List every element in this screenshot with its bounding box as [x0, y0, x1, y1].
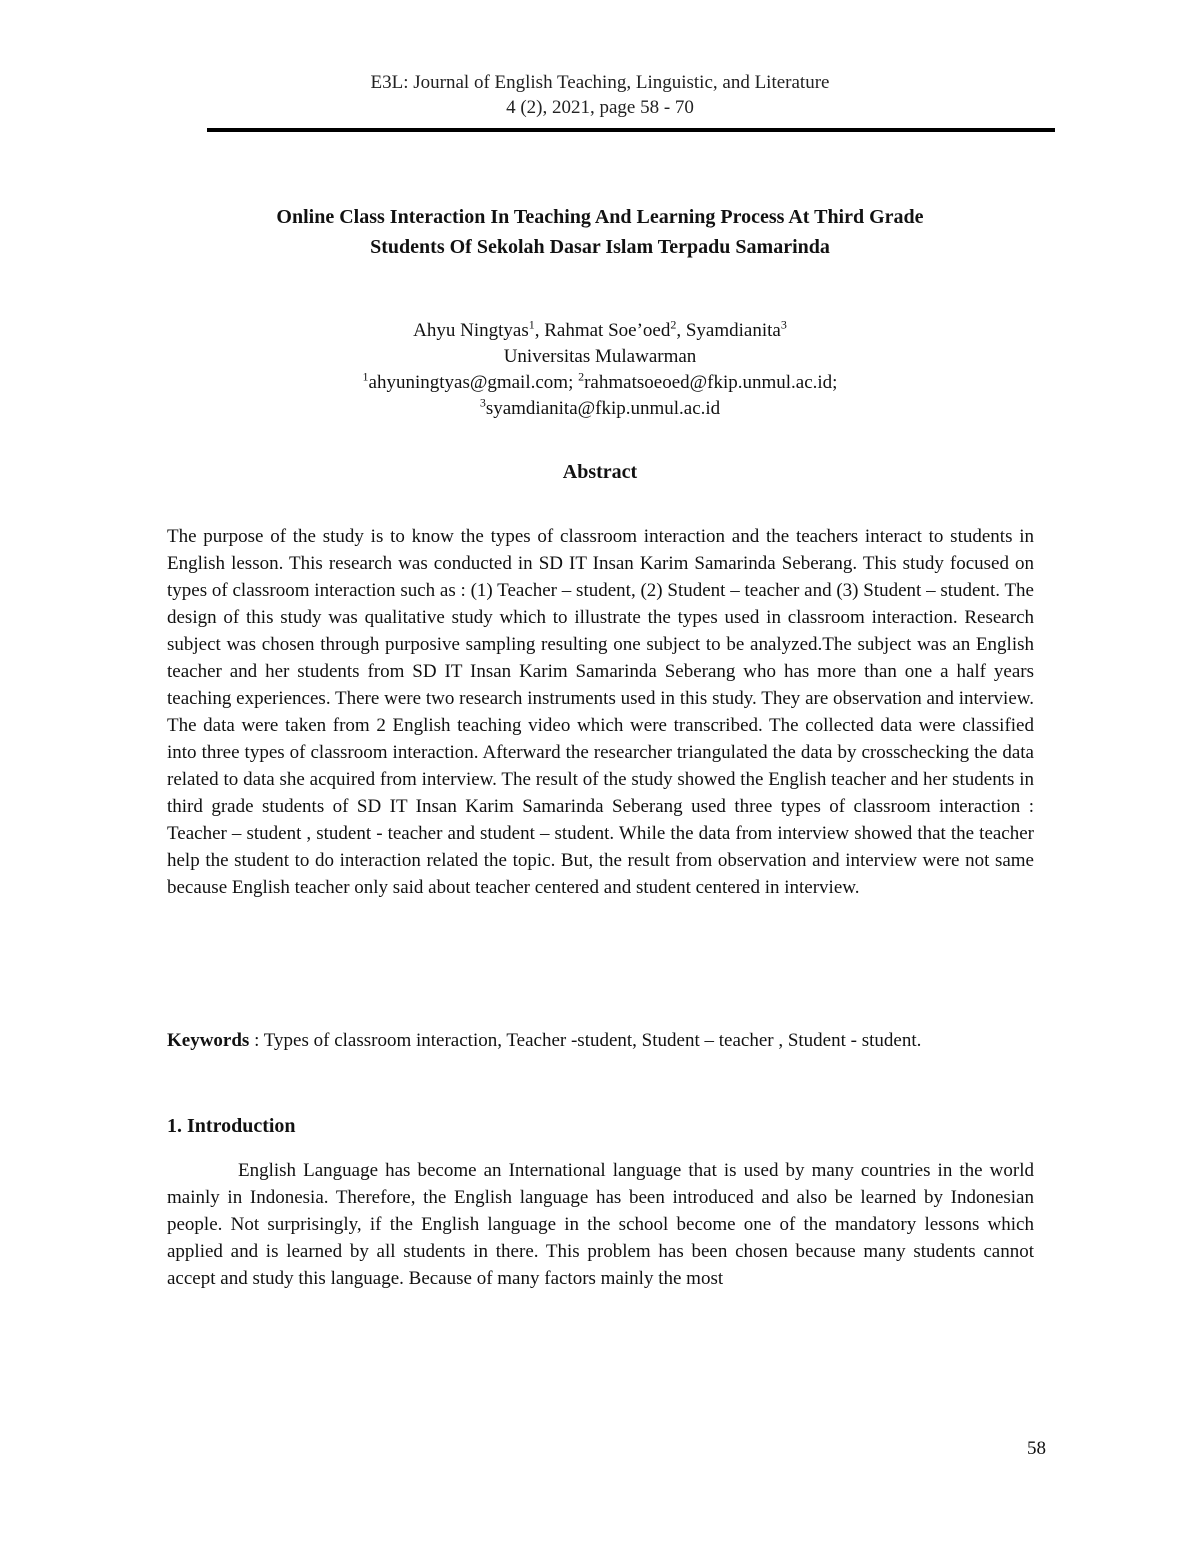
emails-line-1	[166, 370, 1034, 396]
authors-block	[166, 318, 1034, 422]
abstract-heading: Abstract	[562, 461, 638, 483]
author-list: Ahyu Ningtyas$^1$, Rahmat Soe’oed$^2$, Syamdianita$^3$	[413, 317, 787, 341]
page-number: 58	[1027, 1438, 1046, 1459]
email-3[interactable]: syamdianita@fkip.unmul.ac.id	[485, 398, 721, 419]
introduction-heading: 1. Introduction	[167, 1115, 296, 1137]
emails-line-2	[166, 396, 1034, 422]
keywords-text: : Types of classroom interaction, Teacher -student, Student – teacher , Student - student.	[249, 1030, 922, 1051]
email-1-sup: 1	[362, 369, 369, 384]
title-line-2: Students Of Sekolah Dasar Islam Terpadu Samarinda	[370, 236, 830, 258]
journal-name: E3L: Journal of English Teaching, Linguistic, and Literature	[370, 72, 830, 93]
author-1: Ahyu Ningtyas	[413, 320, 529, 341]
abstract-body: The purpose of the study is to know the types of classroom interaction and the teachers interact to students in English lesson. This research was conducted in SD IT Insan Karim Samarinda Seberang. This study focused on types of classroom interaction such as : (1) Teacher – student, (2) Student – teacher and (3) Student – student. The design of this study was qualitative study which to illustrate the types used in classroom interaction. Research subject was chosen through purposive sampling resulting one subject to be analyzed.The subject was an English teacher and her students from SD IT Insan Karim Samarinda Seberang who has more than one a half years teaching experiences. There were two research instruments used in this study. They are observation and interview. The data were taken from 2 English teaching video which were transcribed. The collected data were classified into three types of classroom interaction. Afterward the researcher triangulated the data by crosschecking the data related to data she acquired from interview. The result of the study showed the English teacher and her students in third grade students of SD IT Insan Karim Samarinda Seberang used three types of classroom interaction : Teacher – student , student - teacher and student – student. While the data from interview showed that the teacher help the student to do interaction related the topic. But, the result from observation and interview were not same because English teacher only said about teacher centered and student centered in interview.	[167, 526, 1034, 898]
keywords	[167, 1027, 1034, 1054]
author-3-sup: 3	[780, 317, 787, 332]
author-3: Syamdianita	[685, 320, 781, 341]
author-1-sup: 1	[528, 317, 535, 332]
title-line-1: Online Class Interaction In Teaching And Learning Process At Third Grade	[276, 206, 924, 228]
header-rule	[207, 128, 1055, 132]
email-3-sup: 3	[479, 395, 486, 410]
author-2-sup: 2	[670, 317, 677, 332]
email-1[interactable]: ahyuningtyas@gmail.com;	[368, 372, 574, 393]
paper-title	[166, 202, 1034, 262]
introduction-body: English Language has become an International language that is used by many countries in the world mainly in Indonesia. Therefore, the English language has been introduced and also be learned by Indonesian people. Not surprisingly, if the English language in the school become one of the mandatory lessons which applied and is learned by all students in there. This problem has been chosen because many students cannot accept and study this language. Because of many factors mainly the most	[167, 1160, 1034, 1289]
affiliation: Universitas Mulawarman	[503, 346, 697, 367]
issue-pages: 4 (2), 2021, page 58 - 70	[506, 97, 694, 118]
keywords-label: Keywords	[167, 1030, 250, 1051]
email-2[interactable]: rahmatsoeoed@fkip.unmul.ac.id;	[584, 372, 838, 393]
author-2: Rahmat Soe’oed	[544, 320, 671, 341]
email-2-sup: 2	[578, 369, 585, 384]
journal-header	[166, 70, 1034, 120]
